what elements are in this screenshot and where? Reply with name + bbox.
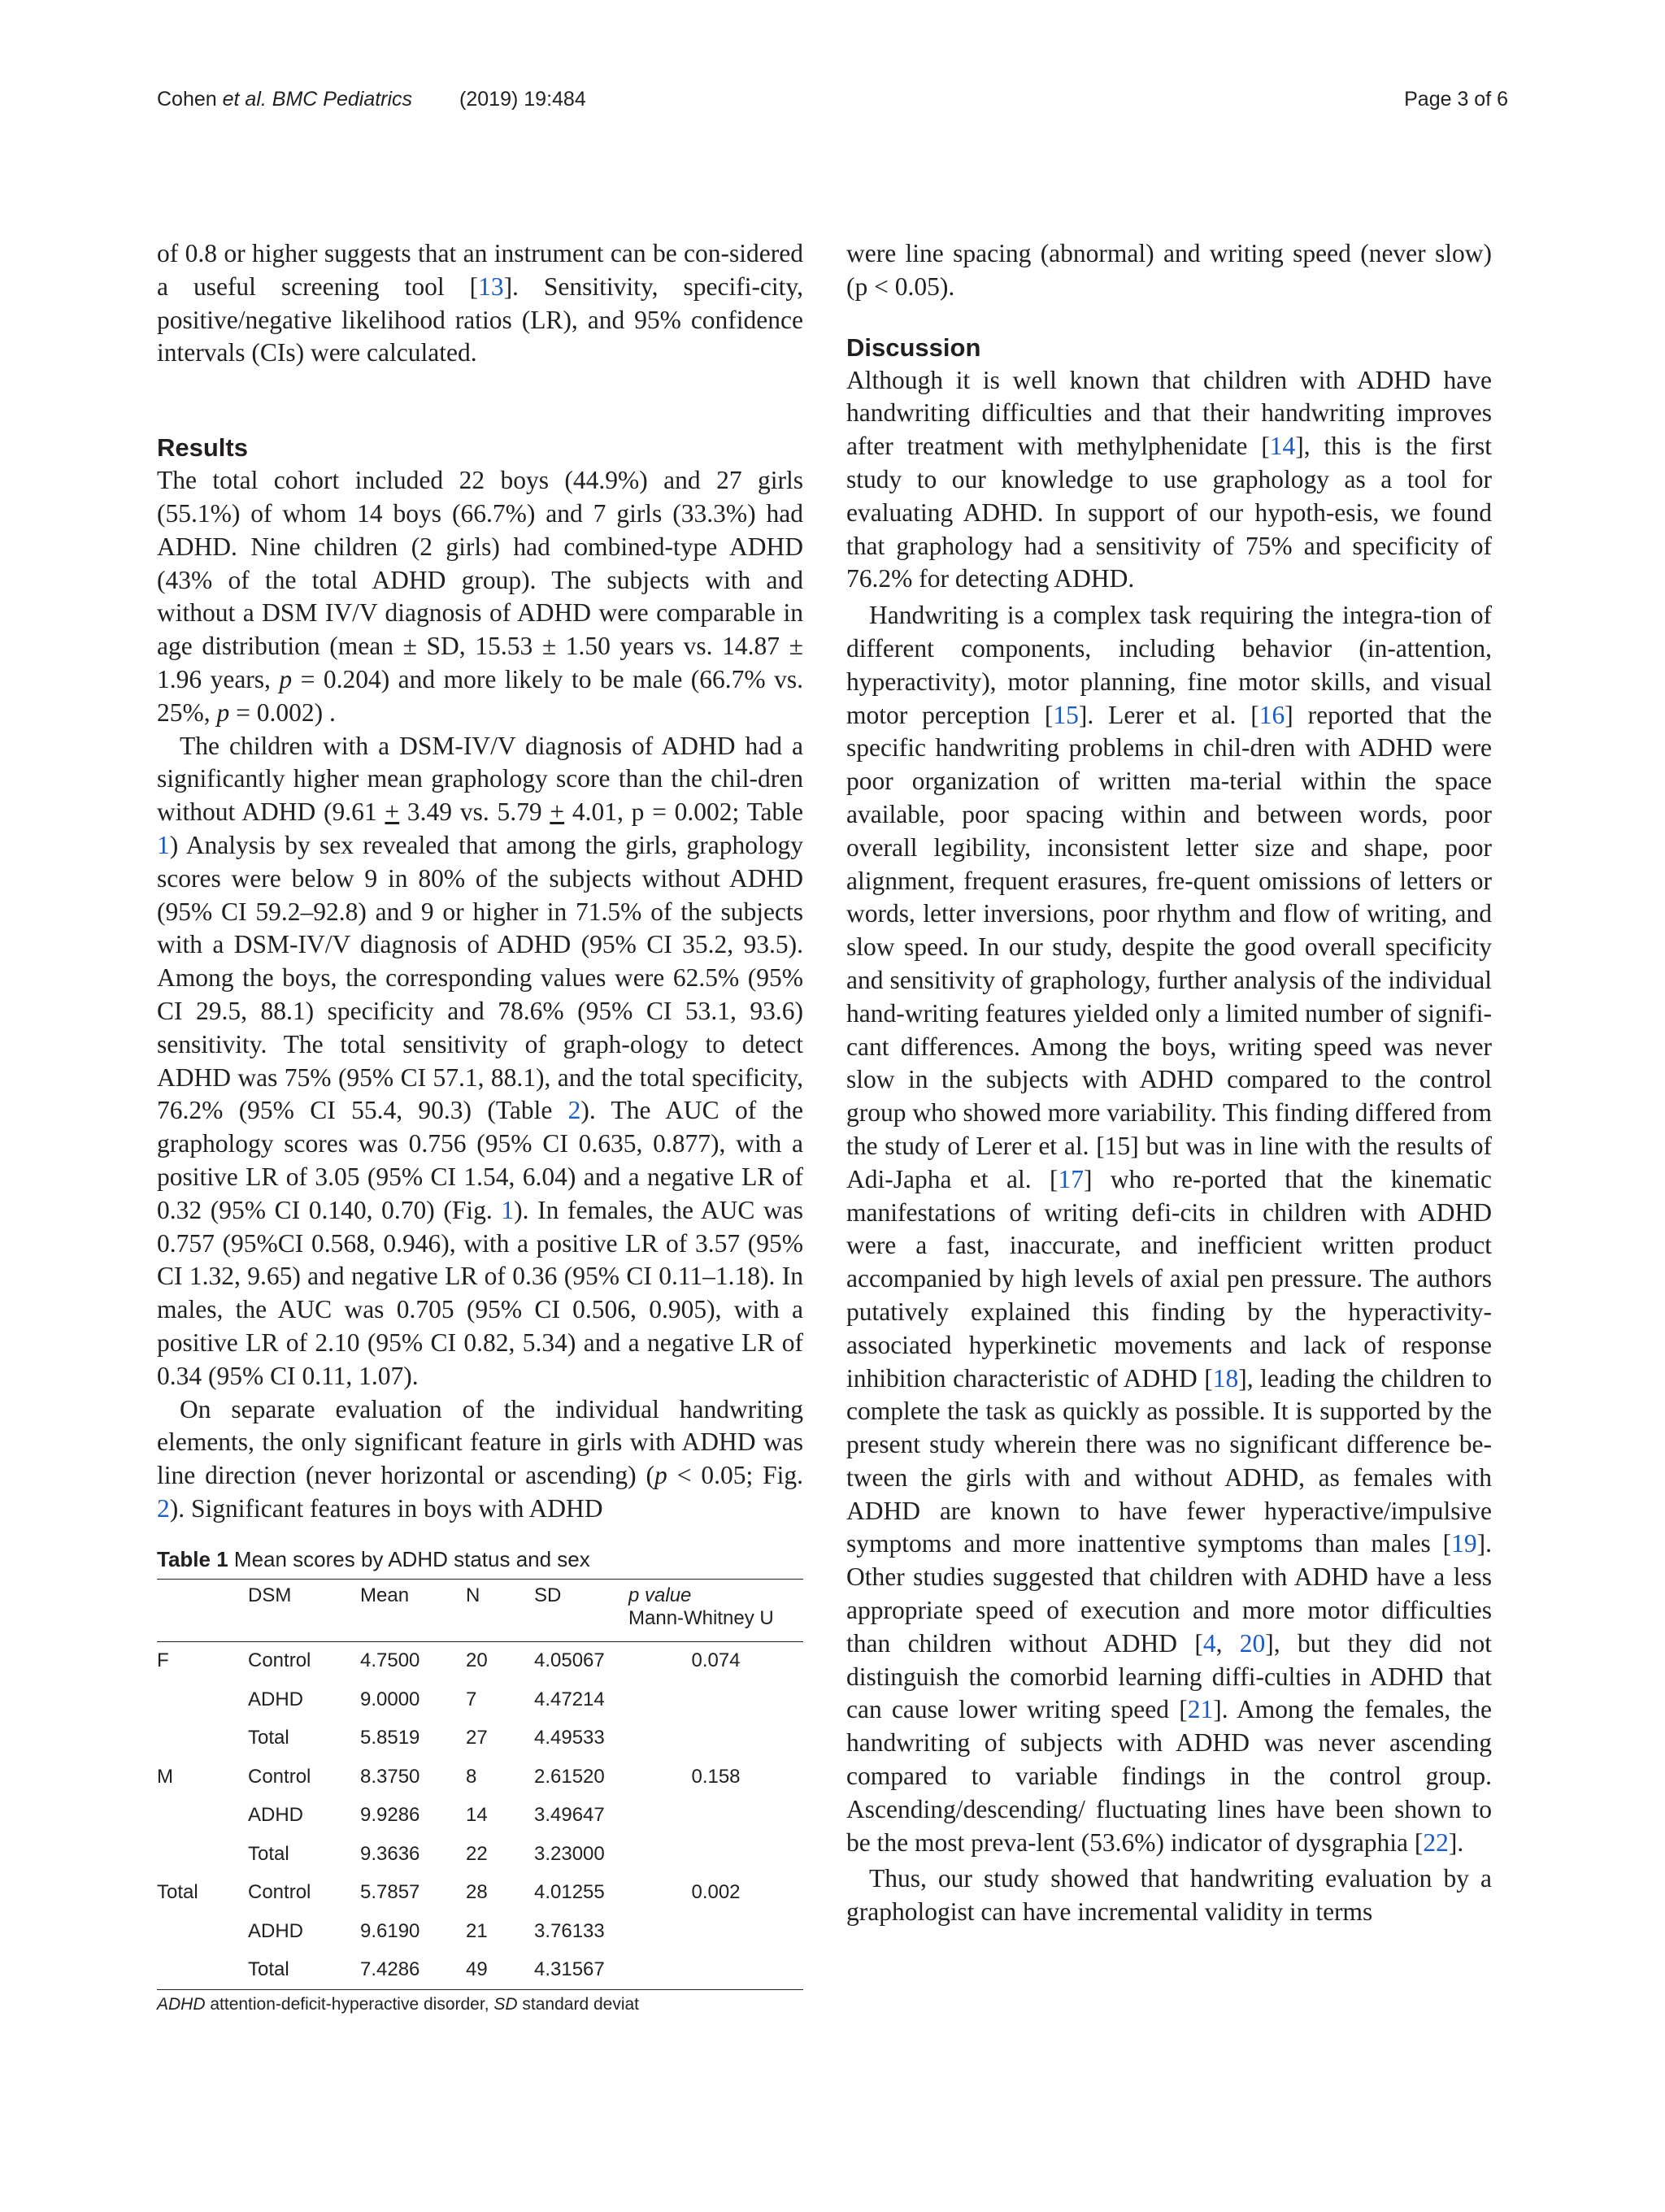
methods-paragraph-end: of 0.8 or higher suggests that an instrument can be con-sidered a useful screening tool [13]. Sensitivity, specifi-city, positive/negative likelihood ratios (LR), and 95% confidence intervals (CIs) were calculated. [157,239,803,367]
table-row: Total 5.8519 27 4.49533 [248,1727,605,1749]
results-paragraph-end: were line spacing (abnormal) and writing speed (never slow) (p < 0.05). [846,239,1492,301]
ref-link-16[interactable]: 16 [1259,700,1285,729]
table-row: F Control 4.7500 20 4.05067 0.074 [157,1649,741,1672]
table-row: ADHD 9.9286 14 3.49647 [248,1804,605,1827]
ref-link-17[interactable]: 17 [1058,1164,1084,1193]
table-row: Total 9.3636 22 3.23000 [248,1842,605,1865]
table-1-caption: Table 1 Mean scores by ADHD status and sex [157,1546,590,1571]
right-column [846,237,1492,1929]
ref-link-21[interactable]: 21 [1187,1695,1214,1724]
table-link-1[interactable]: 1 [157,830,170,859]
ref-link-20[interactable]: 20 [1239,1628,1266,1658]
fig-link-2[interactable]: 2 [157,1493,170,1523]
table-1-footnote: ADHD attention-deficit-hyperactive disorder, SD standard deviat [157,1995,639,2014]
left-column [157,237,803,2014]
table-row: Total Control 5.7857 28 4.01255 0.002 [157,1881,741,1904]
ref-link-22[interactable]: 22 [1423,1827,1449,1857]
table-link-2[interactable]: 2 [567,1096,581,1125]
results-heading: Results [157,433,248,463]
table-header-row: DSM Mean N SD p value Mann-Whitney U [157,1579,803,1641]
table-row: M Control 8.3750 8 2.61520 0.158 [157,1765,741,1788]
discussion-paragraph-2: Handwriting is a complex task requiring the integra-tion of different components, including behavior (in-attention, hyperactivity), motor planning, fine motor skills, and visual motor perception [15]. Lerer et al. [16] reported that the specific handwriting problems in chil-dren with ADHD were poor organization of written ma-terial within the space available, poor spacing within and between words, poor overall legibility, inconsistent letter size and shape, poor alignment, frequent erasures, fre-quent omissions of letters or words, letter inversions, poor rhythm and flow of writing, and slow speed. In our study, despite the good overall specificity and sensitivity of graphology, further analysis of the individual hand-writing features yielded only a limited number of signifi-cant differences. Among the boys, writing speed was never slow in the subjects with ADHD compared to the control group who showed more variability. This finding differed from the study of Lerer et al. [15] but was in line with the results of Adi-Japha et al. [17] who re-ported that the kinematic manifestations of writing defi-cits in children with ADHD were a fast, inaccurate, and inefficient written product accompanied by high levels of axial pen pressure. The authors putatively explained this finding by the hyperactivity-associated hyperkinetic movements and lack of response inhibition characteristic of ADHD [18], leading the children to complete the task as quickly as possible. It is supported by the present study wherein there was no significant difference be-tween the girls with and without ADHD, as females with ADHD are known to have fewer hyperactive/impulsive symptoms and more inattentive symptoms than males [19]. Other studies suggested that children with ADHD have a less appropriate speed of execution and more motor difficulties than children without ADHD [4, 20], but they did not distinguish the comorbid learning diffi-culties in ADHD that can cause lower writing speed [21]. Among the females, the handwriting of subjects with ADHD was never ascending compared to variable findings in the control group. Ascending/descending/ fluctuating lines have been shown to be the most preva-lent (53.6%) indicator of dysgraphia [22]. [846,601,1493,1857]
table-row: ADHD 9.6190 21 3.76133 [248,1919,605,1942]
results-paragraph-2: The children with a DSM-IV/V diagnosis of ADHD had a significantly higher mean graphology score than the chil-dren without ADHD (9.61 + 3.49 vs. 5.79 + 4.01, p = 0.002; Table 1) Analysis by sex revealed that among the girls, graphology scores were below 9 in 80% of the subjects without ADHD (95% CI 59.2–92.8) and 9 or higher in 71.5% of the subjects with a DSM-IV/V diagnosis of ADHD (95% CI 35.2, 93.5). Among the boys, the corresponding values were 62.5% (95% CI 29.5, 88.1) specificity and 78.6% (95% CI 53.1, 93.6) sensitivity. The total sensitivity of graph-ology to detect ADHD was 75% (95% CI 57.1, 88.1), and the total specificity, 76.2% (95% CI 55.4, 90.3) (Table 2). The AUC of the graphology scores was 0.756 (95% CI 0.635, 0.877), with a positive LR of 3.05 (95% CI 1.54, 6.04) and a negative LR of 0.32 (95% CI 0.140, 0.70) (Fig. 1). In females, the AUC was 0.757 (95%CI 0.568, 0.946), with a positive LR of 3.57 (95% CI 1.32, 9.65) and negative LR of 0.36 (95% CI 0.11–1.18). In males, the AUC was 0.705 (95% CI 0.506, 0.905), with a positive LR of 2.10 (95% CI 0.82, 5.34) and a negative LR of 0.34 (95% CI 0.11, 1.07). [157,731,803,1390]
table-1 [157,1579,803,1991]
header-citation: Cohen et al. BMC Pediatrics (2019) 19:484 [157,88,586,111]
ref-link-15[interactable]: 15 [1053,700,1079,729]
page-number: Page 3 of 6 [1404,88,1508,111]
ref-link-4[interactable]: 4 [1202,1628,1216,1658]
discussion-heading: Discussion [846,332,981,362]
fig-link-1[interactable]: 1 [501,1195,515,1224]
running-header [157,88,1508,117]
discussion-paragraph-1: Although it is well known that children with ADHD have handwriting difficulties and that their handwriting improves after treatment with methylphenidate [14], this is the first study to our knowledge to use graphology as a tool for evaluating ADHD. In support of our hypoth-esis, we found that graphology had a sensitivity of 75% and specificity of 76.2% for detecting ADHD. [846,365,1492,593]
p-value-header: p value Mann-Whitney U [628,1579,803,1641]
results-paragraph-1: The total cohort included 22 boys (44.9%) and 27 girls (55.1%) of whom 14 boys (66.7%) and 7 girls (33.3%) had ADHD. Nine children (2 girls) had combined-type ADHD (43% of the total ADHD group). The subjects with and without a DSM IV/V diagnosis of ADHD were comparable in age distribution (mean ± SD, 15.53 ± 1.50 years vs. 14.87 ± 1.96 years, p = 0.204) and more likely to be male (66.7% vs. 25%, p = 0.002) . [157,466,803,727]
ref-link-18[interactable]: 18 [1212,1363,1239,1393]
table-row: Total 7.4286 49 4.31567 [157,1951,803,1990]
table-row: ADHD 9.0000 7 4.47214 [248,1688,605,1710]
results-paragraph-3: On separate evaluation of the individual handwriting elements, the only significant feature in girls with ADHD was line direction (never horizontal or ascending) (p < 0.05; Fig. 2). Significant features in boys with ADHD [157,1394,804,1523]
ref-link-13[interactable]: 13 [478,272,504,301]
discussion-paragraph-3: Thus, our study showed that handwriting evaluation by a graphologist can have incremental validity in terms [846,1864,1492,1927]
ref-link-14[interactable]: 14 [1269,432,1296,461]
ref-link-19[interactable]: 19 [1451,1529,1477,1558]
